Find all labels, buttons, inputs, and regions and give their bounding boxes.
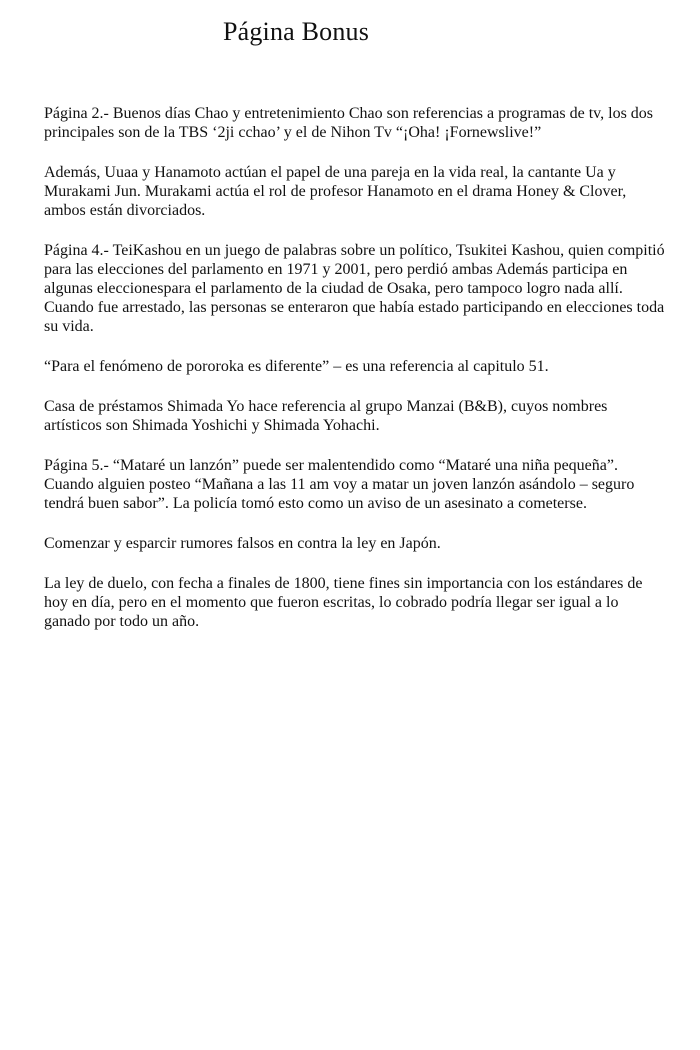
paragraph-rumores: Comenzar y esparcir rumores falsos en contra la ley en Japón. — [44, 535, 441, 552]
paragraph-pororoka: “Para el fenómeno de pororoka es diferente” – es una referencia al capitulo 51. — [44, 358, 549, 375]
paragraph-page-4-teikashou: Página 4.- TeiKashou en un juego de palabras sobre un político, Tsukitei Kashou, quien compitió para las elecciones del parlamento en 1971 y 2001, pero perdió ambas Además participa en algunas eleccionespara el parlamento de la ciudad de Osaka, pero tampoco logro nada allí. Cuando fue arrestado, las personas se enteraron que había estado participando en elecciones toda su vida. — [44, 242, 665, 335]
paragraph-shimada-yo: Casa de préstamos Shimada Yo hace referencia al grupo Manzai (B&B), cuyos nombres artísticos son Shimada Yoshichi y Shimada Yohachi. — [44, 398, 608, 434]
document-body — [44, 104, 666, 652]
page-title: Página Bonus — [222, 17, 370, 46]
paragraph-uuaa-hanamoto: Además, Uuaa y Hanamoto actúan el papel de una pareja en la vida real, la cantante Ua y Murakami Jun. Murakami actúa el rol de profesor Hanamoto en el drama Honey & Clover, ambos están divorciados. — [44, 164, 627, 219]
paragraph-page-2-intro: Página 2.- Buenos días Chao y entretenimiento Chao son referencias a programas de tv, los dos principales son de la TBS ‘2ji cchao’ y el de Nihon Tv “¡Oha! ¡Fornewslive!” — [44, 105, 654, 141]
paragraph-ley-de-duelo: La ley de duelo, con fecha a finales de 1800, tiene fines sin importancia con los estándares de hoy en día, pero en el momento que fueron escritas, lo cobrado podría llegar ser igual a lo ganado por todo un año. — [44, 575, 643, 630]
paragraph-page-5-lanzon: Página 5.- “Mataré un lanzón” puede ser malentendido como “Mataré una niña pequeña”. Cuando alguien posteo “Mañana a las 11 am voy a matar un joven lanzón asándolo – seguro tendrá buen sabor”. La policía tomó esto como un aviso de un asesinato a cometerse. — [44, 457, 635, 512]
